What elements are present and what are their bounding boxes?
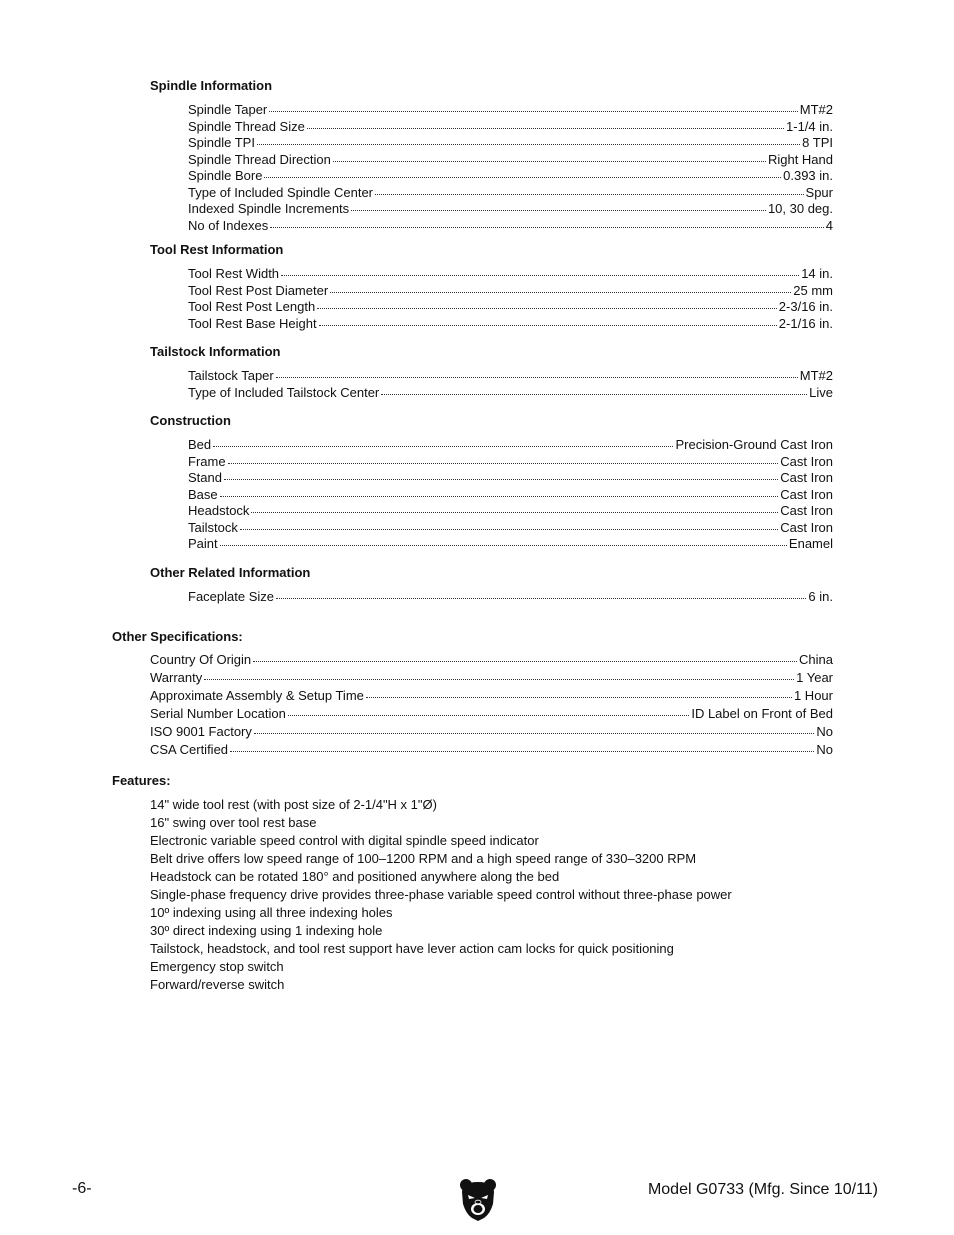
spec-value: 10, 30 deg. xyxy=(767,201,833,216)
spec-value: Cast Iron xyxy=(780,453,833,469)
spec-row xyxy=(188,502,833,519)
model-label: Model G0733 (Mfg. Since 10/11) xyxy=(647,1181,878,1198)
dot-leader xyxy=(220,486,779,499)
spec-label: ISO 9001 Factory xyxy=(150,724,252,739)
feature-item: Single-phase frequency drive provides three-phase variable speed control without three-phase power xyxy=(150,887,732,902)
spec-row xyxy=(188,298,833,315)
spec-label: Spindle Bore xyxy=(188,168,263,183)
toolrest-rows xyxy=(188,265,833,331)
spec-row xyxy=(188,118,833,135)
spec-row xyxy=(150,651,833,669)
dot-leader xyxy=(228,453,779,466)
spec-value: MT#2 xyxy=(799,368,833,383)
spec-label: Tool Rest Post Diameter xyxy=(188,282,329,298)
dot-leader xyxy=(270,217,824,230)
spec-row xyxy=(188,282,833,299)
spec-row xyxy=(188,588,833,605)
spec-value: 1 Year xyxy=(796,670,833,685)
feature-item: Electronic variable speed control with digital spindle speed indicator xyxy=(150,833,539,848)
dot-leader xyxy=(276,367,798,380)
spec-value: Spur xyxy=(805,184,833,200)
spec-label: Indexed Spindle Increments xyxy=(188,201,350,216)
construction-heading: Construction xyxy=(150,413,231,428)
spec-value: Live xyxy=(809,384,833,400)
spec-value: 2-3/16 in. xyxy=(778,299,833,314)
dot-leader xyxy=(375,184,804,197)
spec-value: ID Label on Front of Bed xyxy=(691,706,833,721)
dot-leader xyxy=(257,134,800,147)
dot-leader xyxy=(276,588,806,601)
feature-item: Tailstock, headstock, and tool rest support have lever action cam locks for quick positioning xyxy=(150,941,674,956)
spec-row xyxy=(150,741,833,759)
dot-leader xyxy=(269,101,798,114)
spec-value: 8 TPI xyxy=(802,135,833,150)
dot-leader xyxy=(213,436,673,449)
spec-label: Approximate Assembly & Setup Time xyxy=(150,688,364,703)
spec-row xyxy=(150,705,833,723)
spec-value: 25 mm xyxy=(793,282,833,298)
spec-row xyxy=(188,315,833,332)
spec-row xyxy=(188,151,833,168)
bear-head-logo-icon xyxy=(458,1178,498,1222)
spec-row xyxy=(188,384,833,401)
spec-row xyxy=(188,200,833,217)
features-heading: Features: xyxy=(112,773,171,788)
spec-row xyxy=(188,265,833,282)
spec-row xyxy=(150,669,833,687)
feature-item: 16" swing over tool rest base xyxy=(150,815,317,830)
dot-leader xyxy=(288,705,689,718)
dot-leader xyxy=(204,669,794,682)
spec-label: Tailstock xyxy=(188,519,238,535)
dot-leader xyxy=(317,298,777,311)
spec-label: Serial Number Location xyxy=(150,706,286,721)
spec-label: Type of Included Spindle Center xyxy=(188,184,374,200)
dot-leader xyxy=(253,651,797,664)
dot-leader xyxy=(220,535,787,548)
spec-row xyxy=(188,217,833,234)
dot-leader xyxy=(366,687,792,700)
feature-item: 14" wide tool rest (with post size of 2-1/4"H x 1"Ø) xyxy=(150,797,437,812)
feature-item: Headstock can be rotated 180° and positioned anywhere along the bed xyxy=(150,869,560,884)
spec-row xyxy=(188,486,833,503)
feature-item: Belt drive offers low speed range of 100–1200 RPM and a high speed range of 330–3200 RPM xyxy=(150,851,697,866)
spec-label: Stand xyxy=(188,470,222,485)
dot-leader xyxy=(330,282,791,295)
dot-leader xyxy=(240,519,778,532)
dot-leader xyxy=(281,265,799,278)
spindle-heading: Spindle Information xyxy=(150,78,273,93)
spec-value: Cast Iron xyxy=(780,470,833,485)
spec-label: Bed xyxy=(188,437,212,452)
page-number: -6- xyxy=(72,1180,92,1197)
spec-row xyxy=(188,436,833,453)
other-related-rows xyxy=(188,588,833,605)
spec-value: Enamel xyxy=(788,536,833,551)
spec-value: 0.393 in. xyxy=(783,168,833,183)
dot-leader xyxy=(230,741,814,754)
dot-leader xyxy=(251,502,778,515)
spec-value: Right Hand xyxy=(767,151,833,167)
spec-value: 2-1/16 in. xyxy=(778,315,833,331)
spec-row xyxy=(188,134,833,151)
spec-value: Precision-Ground Cast Iron xyxy=(675,437,833,452)
spec-value: China xyxy=(799,652,833,667)
spec-value: 1 Hour xyxy=(793,688,833,703)
spec-label: Paint xyxy=(188,536,218,551)
features-list xyxy=(150,796,840,994)
feature-item: Forward/reverse switch xyxy=(150,977,285,992)
spec-row xyxy=(188,367,833,384)
spec-value: 4 xyxy=(825,217,833,233)
spec-value: Cast Iron xyxy=(780,503,833,518)
feature-item: 30º direct indexing using 1 indexing hole xyxy=(150,923,383,938)
spec-value: 14 in. xyxy=(801,266,833,281)
spec-label: Type of Included Tailstock Center xyxy=(188,384,380,400)
spec-label: Spindle Thread Size xyxy=(188,118,305,134)
spec-label: Headstock xyxy=(188,503,250,518)
spec-label: No of Indexes xyxy=(188,217,269,233)
spec-row xyxy=(150,687,833,705)
spec-label: Tool Rest Post Length xyxy=(188,299,316,314)
other-specs-heading: Other Specifications: xyxy=(112,629,243,644)
dot-leader xyxy=(319,315,777,328)
spec-label: Spindle Taper xyxy=(188,102,268,117)
spec-value: 6 in. xyxy=(808,589,833,604)
spec-row xyxy=(188,469,833,486)
spec-value: No xyxy=(816,724,833,739)
tailstock-heading: Tailstock Information xyxy=(150,344,281,359)
spec-value: Cast Iron xyxy=(780,486,833,502)
spec-label: Country Of Origin xyxy=(150,652,252,667)
spec-label: Tool Rest Width xyxy=(188,266,280,281)
spec-label: CSA Certified xyxy=(150,742,229,757)
dot-leader xyxy=(254,723,814,736)
dot-leader xyxy=(333,151,766,164)
spec-label: Base xyxy=(188,486,218,502)
dot-leader xyxy=(381,384,807,397)
spec-row xyxy=(188,101,833,118)
spindle-rows xyxy=(188,101,833,233)
spec-row xyxy=(188,184,833,201)
spec-label: Spindle TPI xyxy=(188,135,255,150)
spec-label: Spindle Thread Direction xyxy=(188,151,331,167)
other-specs-rows xyxy=(150,651,833,759)
spec-row xyxy=(188,453,833,470)
toolrest-heading: Tool Rest Information xyxy=(150,242,284,257)
tailstock-rows xyxy=(188,367,833,400)
spec-row xyxy=(188,519,833,536)
other-related-heading: Other Related Information xyxy=(150,565,311,580)
feature-item: Emergency stop switch xyxy=(150,959,284,974)
spec-value: MT#2 xyxy=(799,102,833,117)
spec-label: Tool Rest Base Height xyxy=(188,315,317,331)
spec-label: Frame xyxy=(188,453,226,469)
spec-value: Cast Iron xyxy=(780,519,833,535)
dot-leader xyxy=(264,167,781,180)
spec-row xyxy=(188,167,833,184)
spec-row xyxy=(188,535,833,552)
dot-leader xyxy=(307,118,784,131)
spec-label: Tailstock Taper xyxy=(188,368,274,383)
spec-label: Warranty xyxy=(150,670,203,685)
spec-value: No xyxy=(816,742,833,757)
dot-leader xyxy=(224,469,778,482)
spec-value: 1-1/4 in. xyxy=(786,118,833,134)
dot-leader xyxy=(351,200,766,213)
construction-rows xyxy=(188,436,833,552)
feature-item: 10º indexing using all three indexing holes xyxy=(150,905,393,920)
spec-label: Faceplate Size xyxy=(188,589,274,604)
spec-row xyxy=(150,723,833,741)
